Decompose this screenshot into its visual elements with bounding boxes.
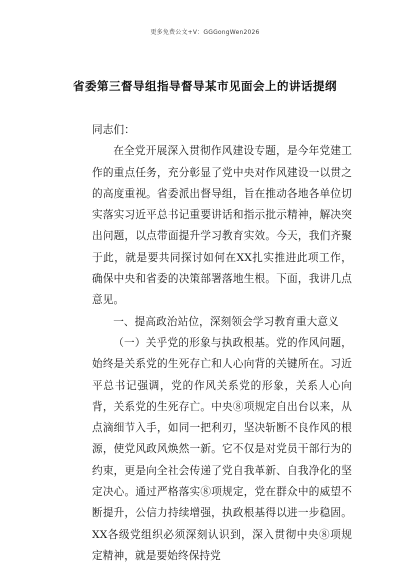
salutation: 同志们： (92, 124, 135, 136)
document-body (92, 120, 352, 567)
paragraph-intro: 在全党开展深入贯彻作风建设专题，是今年党建工作的重点任务，充分彰显了党中央对作风建设一以贯之的高度重视。省委派出督导组，旨在推动各地各单位切实落实习近平总书记重要讲话和指示批示精神，解决突出问题，以点带面提升学习教育实效。今天，我们齐聚于此，就是要共同探讨如何在XX扎实推进此项工作，确保中央和省委的决策部署落地生根。下面，我讲几点意见。 (92, 145, 352, 307)
document-title: 省委第三督导组指导督导某市见面会上的讲话提纲 (73, 79, 337, 93)
header-note: 更多免费公文+V：GGGongWen2026 (150, 29, 260, 36)
subsection-paragraph-1: （一）关乎党的形象与执政根基。党的作风问题，始终是关系党的生死存亡和人心向背的关键所在。习近平总书记强调，党的作风关系党的形象，关系人心向背，关系党的生死存亡。中央⑧项规定自出台以来，从点滴细节入手，如同一把利刃，坚决斩断不良作风的根源，使党风政风焕然一新。它不仅是对党员干部行为的约束，更是向全社会传递了党自我革新、自我净化的坚定决心。通过严格落实⑧项规定，党在群众中的威望不断提升，公信力持续增强，执政根基得以进一步稳固。XX各级党组织必须深刻认识到，深入贯彻中央⑧项规定精神，就是要始终保持党 (92, 336, 352, 562)
section-heading-1: 一、提高政治站位，深刻领会学习教育重大意义 (113, 315, 339, 328)
